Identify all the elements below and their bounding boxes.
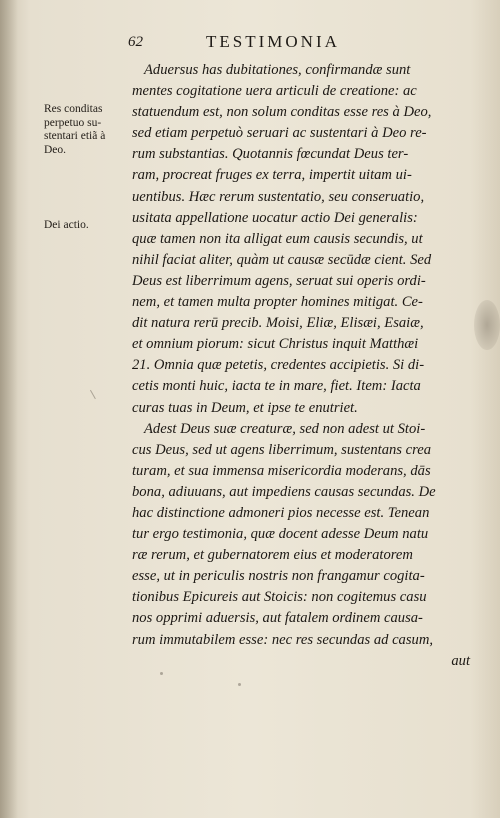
text-line: uentibus. Hæc rerum sustentatio, seu conseruatio, [132,188,425,205]
text-line: rum substantias. Quotannis fœcundat Deus ter- [132,146,409,163]
text-line: bona, adiuuans, aut impediens causas secundas. De [132,483,436,500]
text-line: statuendum est, non solum conditas esse res à Deo, [132,104,432,121]
page-header [128,32,468,52]
ink-speck [238,683,241,686]
print-mark [90,387,101,399]
paper-stain [474,300,500,350]
text-line: Aduersus has dubitationes, confirmandæ sunt [144,62,411,78]
text-line: cus Deus, sed ut agens liberrimum, sustentans crea [132,441,432,458]
ink-speck [160,672,163,675]
text-line: dit natura rerū precib. Moisi, Eliæ, Elisæi, Esaiæ, [132,315,424,332]
page-number: 62 [128,34,143,50]
text-line: ram, procreat fruges ex terra, impertit uitam ui- [132,167,412,184]
text-line: ræ rerum, et gubernatorem eius et moderatorem [132,547,413,564]
margin-note-dei-actio: Dei actio. [44,219,89,231]
text-line: esse, ut in periculis nostris non frangamur cogita- [132,568,425,585]
text-line: Deus est liberrimum agens, seruat sui operis ordi- [132,272,426,289]
text-line: quæ tamen non ita alligat eum causis secundis, ut [132,230,423,247]
text-line: 21. Omnia quæ petetis, credentes accipietis. Si di- [132,357,425,374]
text-line: usitata appellatione uocatur actio Dei generalis: [132,209,418,226]
text-line: rum immutabilem esse: nec res secundas ad casum, [132,631,434,648]
text-line: cetis monti huic, iacta te in mare, fiet. Item: Iacta [132,378,421,395]
catchword: aut [451,652,470,669]
main-text [132,60,472,672]
text-line: sed etiam perpetuò seruari ac sustentari à Deo re- [132,125,427,142]
running-title: TESTIMONIA [206,32,340,51]
text-line: et omnium piorum: sicut Christus inquit Matthæi [132,336,419,353]
text-line: tionibus Epicureis aut Stoicis: non cogitemus casu [132,589,427,606]
text-line: nem, et tamen multa propter homines mitigat. Ce- [132,294,423,311]
text-line: Adest Deus suæ creaturæ, sed non adest ut Stoi- [144,420,426,437]
text-line: hac distinctione admoneri pios necesse est. Tenean [132,504,430,521]
text-line: turam, et sua immensa misericordia moderans, dās [132,462,431,479]
text-line: tur ergo testimonia, quæ docent adesse Deum natu [132,526,429,543]
text-line: mentes cogitatione uera articuli de creatione: ac [132,83,417,100]
text-line: nihil faciat aliter, quàm ut causæ secūdæ cient. Sed [132,251,432,268]
margin-note-res-conditas: Res conditas perpetuo su-stentari etiã à Deo. [44,103,106,156]
spine-shadow [0,0,18,818]
text-line: curas tuas in Deum, et ipse te enutriet. [132,399,358,416]
text-line: nos opprimi aduersis, aut fatalem ordinem causa- [132,610,423,627]
